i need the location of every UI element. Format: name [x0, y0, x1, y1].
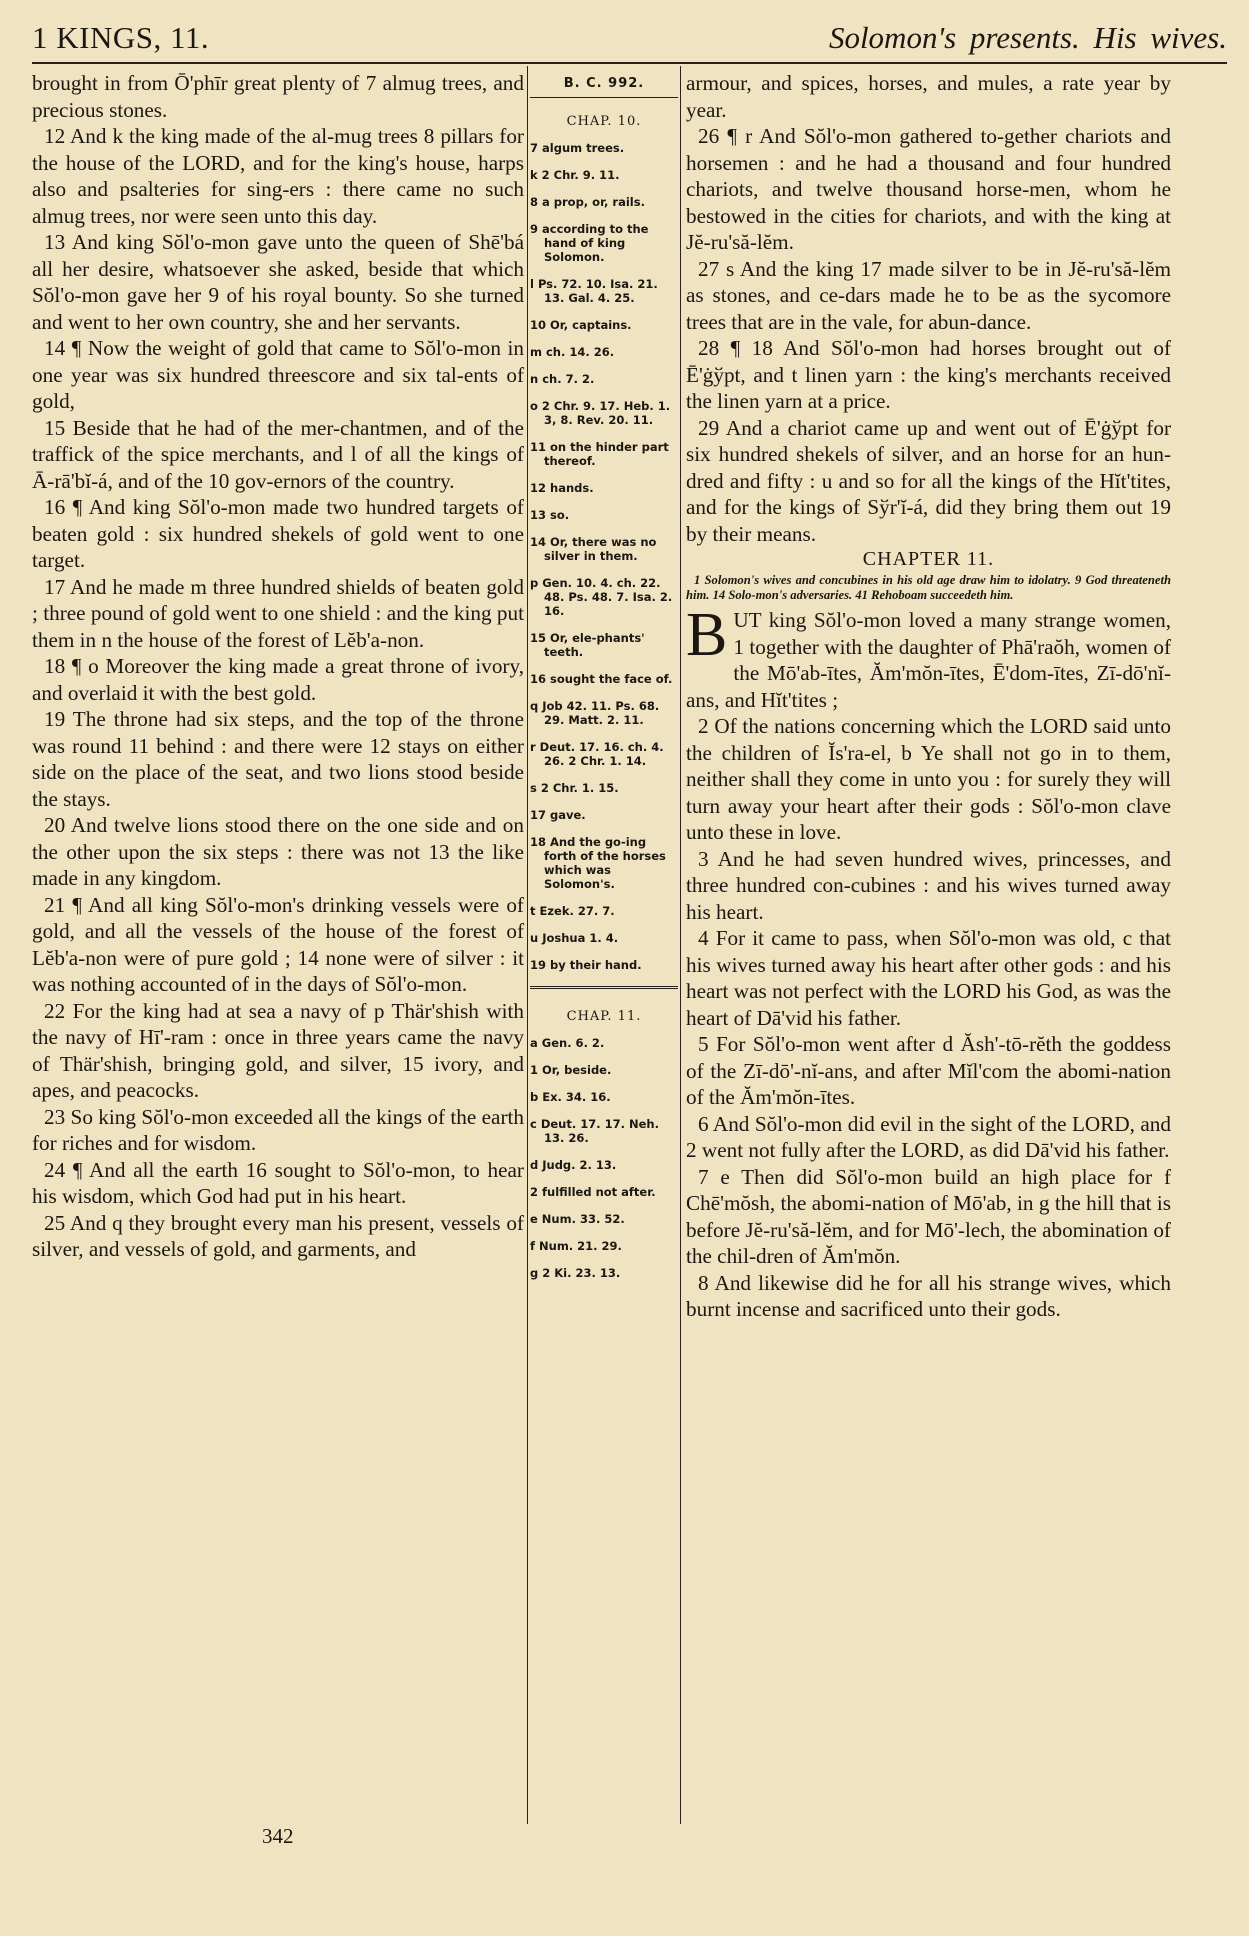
chapter-opening-paragraph: [686, 601, 1171, 713]
margin-note: n ch. 7. 2.: [530, 372, 595, 386]
margin-note: 13 so.: [530, 508, 570, 522]
verse-paragraph: 22 For the king had at sea a navy of p Thär'shish with the navy of Hī'-ram : once in three years came the navy of Thär'shish, bringing gold, and silver, 15 ivory, and apes, and peacocks.: [32, 998, 524, 1102]
margin-note: 8 a prop, or, rails.: [530, 195, 645, 209]
margin-note: 10 Or, captains.: [530, 318, 632, 332]
margin-note: u Joshua 1. 4.: [530, 931, 619, 945]
center-rule: [530, 97, 678, 98]
year-label: B. C. 992.: [563, 76, 645, 91]
verse-paragraph: 5 For Sŏl'o-mon went after d Ăsh'-tō-rĕth the goddess of the Zī-dō'-nĭ-ans, and after Mĭl'com the abomi-nation of the Ăm'mŏn-ītes.: [686, 1032, 1171, 1109]
verse-paragraph: 29 And a chariot came up and went out of Ē'ġўpt for six hundred shekels of silver, and an horse for an hun-dred and fifty : u and so for all the kings of the Hĭt'tites, and for the kings of Sўr'ĭ-á, did they bring them out 19 by their means.: [686, 415, 1171, 546]
margin-note: 14 Or, there was no silver in them.: [530, 535, 657, 563]
margin-note: p Gen. 10. 4. ch. 22. 48. Ps. 48. 7. Isa. 2. 16.: [530, 576, 673, 618]
left-text-column: [32, 70, 524, 1263]
chapter-summary: 1 Solomon's wives and concubines in his old age draw him to idolatry. 9 God threateneth him. 14 Solo-mon's adversaries. 41 Rehoboam succeedeth him.: [686, 573, 1171, 602]
verse-paragraph: 23 So king Sŏl'o-mon exceeded all the kings of the earth for riches and for wisdom.: [32, 1104, 524, 1155]
margin-note: d Judg. 2. 13.: [530, 1158, 617, 1172]
verse-paragraph: 3 And he had seven hundred wives, princesses, and three hundred con-cubines : and his wives turned away his heart.: [686, 846, 1171, 924]
verse-paragraph: 7 e Then did Sŏl'o-mon build an high place for f Chē'mŏsh, the abomi-nation of Mō'ab, in g the hill that is before Jĕ-ru'să-lĕm, and for Mō'-lech, the abomination of the chil-dren of Ăm'mŏn.: [686, 1164, 1171, 1268]
verse-paragraph: 13 And king Sŏl'o-mon gave unto the queen of Shē'bá all her desire, whatsoever she asked, beside that which Sŏl'o-mon gave her 9 of his royal bounty. So she turned and went to her own country, she and her servants.: [32, 230, 524, 334]
margin-note: r Deut. 17. 16. ch. 4. 26. 2 Chr. 1. 14.: [530, 740, 664, 768]
margin-note: k 2 Chr. 9. 11.: [530, 168, 620, 182]
drop-cap: B: [686, 601, 728, 669]
margin-note: 17 gave.: [530, 808, 586, 822]
margin-note: 18 And the go-ing forth of the horses which was Solomon's.: [530, 835, 666, 891]
verse-paragraph: 4 For it came to pass, when Sŏl'o-mon was old, c that his wives turned away his heart after other gods : and his heart was not perfect with the LORD his God, as was the heart of Dā'vid his father.: [686, 926, 1171, 1030]
column-divider-right: [680, 66, 681, 1824]
header-rule: [32, 62, 1227, 64]
chapter-separator-rule: [530, 986, 678, 989]
column-divider-left: [527, 66, 528, 1824]
verse-paragraph: 25 And q they brought every man his present, vessels of silver, and vessels of gold, and garments, and: [32, 1210, 524, 1261]
margin-note: f Num. 21. 29.: [530, 1239, 622, 1253]
margin-note: s 2 Chr. 1. 15.: [530, 781, 619, 795]
margin-note: 19 by their hand.: [530, 958, 642, 972]
margin-note: q Job 42. 11. Ps. 68. 29. Matt. 2. 11.: [530, 699, 660, 727]
margin-note: o 2 Chr. 9. 17. Heb. 1. 3, 8. Rev. 20. 11.: [530, 399, 671, 427]
verse-paragraph: 19 The throne had six steps, and the top of the throne was round 11 behind : and there were 12 stays on either side on the place of the seat, and two lions stood beside the stays.: [32, 707, 524, 811]
verse-paragraph: 28 ¶ 18 And Sŏl'o-mon had horses brought out of Ē'ġўpt, and t linen yarn : the king's merchants received the linen yarn at a price.: [686, 336, 1171, 413]
verse-paragraph: 12 And k the king made of the al-mug trees 8 pillars for the house of the LORD, and for the king's house, harps also and psalteries for sing-ers : there came no such almug trees, nor were seen unto this day.: [32, 124, 524, 228]
margin-note: 2 fulfilled not after.: [530, 1185, 656, 1199]
margin-note: c Deut. 17. 17. Neh. 13. 26.: [530, 1117, 659, 1145]
margin-note: 15 Or, ele-phants' teeth.: [530, 631, 645, 659]
margin-note: 1 Or, beside.: [530, 1063, 612, 1077]
verse-paragraph: 8 And likewise did he for all his strange wives, which burnt incense and sacrificed unto their gods.: [686, 1270, 1171, 1321]
book-chapter-title: 1 KINGS, 11.: [32, 20, 210, 55]
chapter-11-label: CHAP. 11.: [566, 1009, 642, 1024]
right-text-column: [686, 70, 1171, 1323]
verse-paragraph: 21 ¶ And all king Sŏl'o-mon's drinking vessels were of gold, and all the vessels of the house of the forest of Lĕb'a-non were of pure gold ; 14 none were of silver : it was nothing accounted of in the days of Sŏl'o-mon.: [32, 892, 524, 996]
verse-paragraph: 24 ¶ And all the earth 16 sought to Sŏl'o-mon, to hear his wisdom, which God had put in his heart.: [32, 1157, 524, 1208]
opening-text: UT king Sŏl'o-mon loved a many strange women, 1 together with the daughter of Phā'raŏh, women of the Mō'ab-ītes, Ăm'mŏn-ītes, Ē'dom-ītes, Zī-dō'nĭ-ans, and Hĭt'tites ;: [686, 608, 1171, 712]
margin-note: 16 sought the face of.: [530, 672, 673, 686]
margin-note: l Ps. 72. 10. Isa. 21. 13. Gal. 4. 25.: [530, 277, 658, 305]
verse-paragraph: 20 And twelve lions stood there on the one side and on the other upon the six steps : there was not 13 the like made in any kingdom.: [32, 813, 524, 890]
page-number: 342: [262, 1824, 294, 1848]
verse-paragraph: brought in from Ō'phīr great plenty of 7 almug trees, and precious stones.: [32, 71, 524, 122]
margin-note: 11 on the hinder part thereof.: [530, 440, 669, 468]
verse-paragraph: 18 ¶ o Moreover the king made a great throne of ivory, and overlaid it with the best gold.: [32, 654, 524, 705]
verse-paragraph: 16 ¶ And king Sŏl'o-mon made two hundred targets of beaten gold : six hundred shekels of gold went to one target.: [32, 495, 524, 572]
margin-note: 9 according to the hand of king Solomon.: [530, 222, 649, 264]
verse-paragraph: 26 ¶ r And Sŏl'o-mon gathered to-gether chariots and horsemen : and he had a thousand and four hundred chariots, and twelve thousand horse-men, whom he bestowed in the cities for chariots, and with the king at Jĕ-ru'să-lĕm.: [686, 124, 1171, 254]
margin-note: 7 algum trees.: [530, 141, 625, 155]
margin-note: a Gen. 6. 2.: [530, 1036, 605, 1050]
verse-paragraph: 14 ¶ Now the weight of gold that came to Sŏl'o-mon in one year was six hundred threescore and six tal-ents of gold,: [32, 336, 524, 413]
margin-note: e Num. 33. 52.: [530, 1212, 625, 1226]
margin-note: m ch. 14. 26.: [530, 345, 615, 359]
verse-paragraph: 6 And Sŏl'o-mon did evil in the sight of the LORD, and 2 went not fully after the LORD, as did Dā'vid his father.: [686, 1111, 1171, 1162]
verse-paragraph: 17 And he made m three hundred shields of beaten gold ; three pound of gold went to one shield : and the king put them in n the house of the forest of Lĕb'a-non.: [32, 574, 524, 652]
running-header: [32, 18, 1227, 62]
chapter-10-label: CHAP. 10.: [566, 114, 642, 129]
section-title: Solomon's presents. His wives.: [828, 20, 1227, 55]
verse-paragraph: 15 Beside that he had of the mer-chantmen, and of the traffick of the spice merchants, and l of all the kings of Ā-rā'bĭ-á, and of the 10 gov-ernors of the country.: [32, 415, 524, 493]
verse-paragraph: 27 s And the king 17 made silver to be in Jĕ-ru'să-lĕm as stones, and ce-dars made he to be as the sycomore trees that are in the vale, for abun-dance.: [686, 256, 1171, 334]
margin-note: 12 hands.: [530, 481, 594, 495]
chapter-heading: CHAPTER 11.: [862, 548, 995, 570]
margin-note: t Ezek. 27. 7.: [530, 904, 615, 918]
margin-note: b Ex. 34. 16.: [530, 1090, 611, 1104]
cross-reference-column: [530, 70, 678, 1293]
verse-paragraph: armour, and spices, horses, and mules, a rate year by year.: [686, 71, 1171, 122]
verse-paragraph: 2 Of the nations concerning which the LORD said unto the children of Ĭs'ra-el, b Ye shall not go in to them, neither shall they come in unto you : for surely they will turn away your heart after their gods : Sŏl'o-mon clave unto these in love.: [686, 714, 1171, 844]
margin-note: g 2 Ki. 23. 13.: [530, 1266, 621, 1280]
